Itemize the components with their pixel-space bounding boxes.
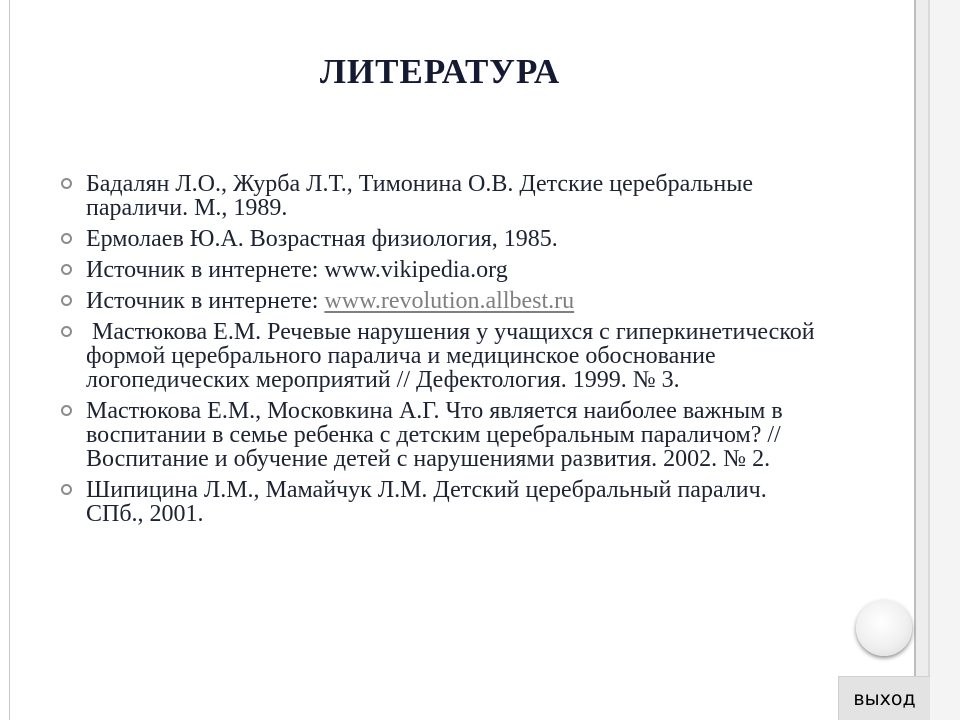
reference-item	[58, 258, 828, 282]
bullet-circle-icon	[61, 178, 72, 189]
bullet-circle-icon	[61, 405, 72, 416]
nav-circle-button[interactable]	[856, 600, 912, 656]
reference-item	[58, 399, 828, 471]
bullet-circle-icon	[61, 295, 72, 306]
reference-text: Шипицина Л.М., Мамайчук Л.М. Детский церебральный паралич. СПб., 2001.	[86, 477, 767, 527]
bullet-circle-icon	[61, 233, 72, 244]
side-decoration-band	[916, 0, 960, 720]
reference-item	[58, 227, 828, 251]
reference-text: Мастюкова Е.М., Московкина А.Г. Что является наиболее важным в воспитании в семье ребенка с детским церебральным параличом? // Воспитание и обучение детей с нарушениями развития. 2002. № 2.	[86, 398, 783, 472]
slide-title: ЛИТЕРАТУРА	[319, 52, 561, 91]
reference-item	[58, 478, 828, 526]
reference-link[interactable]: www.revolution.allbest.ru	[324, 288, 575, 314]
reference-item	[58, 172, 828, 220]
exit-button[interactable]: выход	[838, 676, 930, 720]
reference-item	[58, 320, 828, 392]
reference-text: Мастюкова Е.М. Речевые нарушения у учащихся с гиперкинетической формой церебрального паралича и медицинское обоснование логопедических мероприятий // Дефектология. 1999. № 3.	[86, 319, 821, 393]
reference-list	[58, 172, 828, 533]
bullet-circle-icon	[61, 264, 72, 275]
slide-frame-left	[9, 0, 10, 720]
bullet-circle-icon	[61, 484, 72, 495]
reference-prefix: Источник в интернете:	[86, 288, 325, 314]
reference-text: Бадалян Л.О., Журба Л.Т., Тимонина О.В. Детские церебральные параличи. М., 1989.	[86, 171, 753, 221]
reference-text: Ермолаев Ю.А. Возрастная физиология, 1985.	[86, 226, 558, 252]
bullet-circle-icon	[61, 326, 72, 337]
reference-item	[58, 289, 828, 313]
reference-text: Источник в интернете: www.vikipedia.org	[86, 257, 508, 283]
